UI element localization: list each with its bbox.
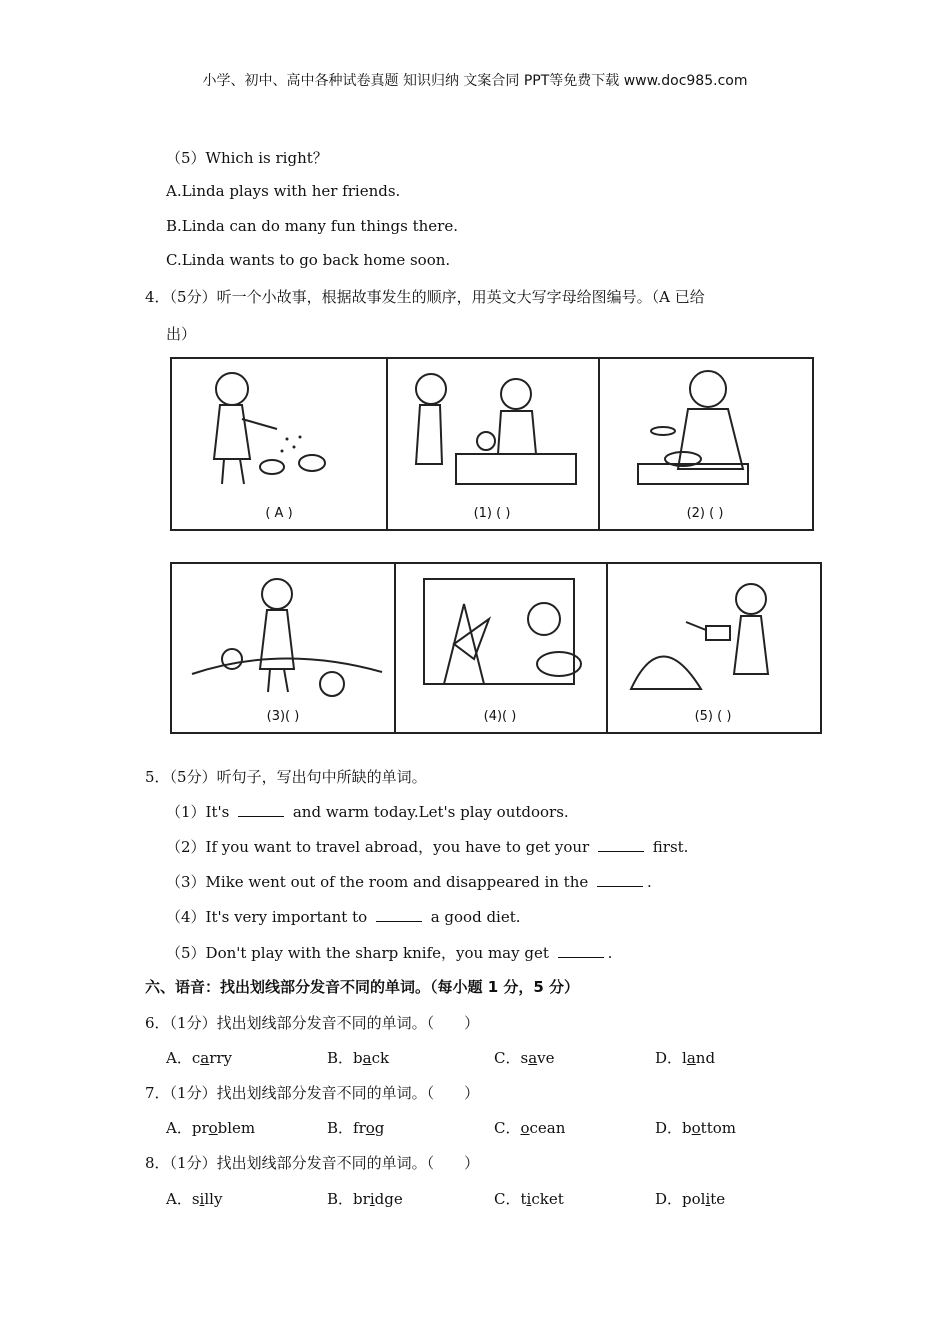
question-stem: （5）Which is right？ xyxy=(166,149,328,167)
q6-option-c: C．save xyxy=(494,1049,555,1067)
woman-feeding-chickens-illustration xyxy=(172,359,386,529)
picture-panel-5 xyxy=(606,564,820,732)
answer-blank[interactable] xyxy=(238,802,284,817)
q7-option-b: B．frog xyxy=(327,1119,385,1137)
picture-panel-3 xyxy=(172,564,396,732)
page-header: 小学、初中、高中各种试卷真题 知识归纳 文案合同 PPT等免费下载 www.doc985.com xyxy=(202,73,748,89)
caption-a: ( A ) xyxy=(265,506,293,521)
q7-option-a: A．problem xyxy=(166,1119,256,1137)
q8-option-b: B．bridge xyxy=(327,1190,403,1208)
answer-blank[interactable] xyxy=(597,872,643,887)
fill-item-3: （3）Mike went out of the room and disappeared in the . xyxy=(166,873,652,891)
woman-painting-illustration xyxy=(394,564,606,732)
section-heading: 六、语音：找出划线部分发音不同的单词。（每小题 1 分，5 分） xyxy=(145,978,580,996)
q6-option-b: B．back xyxy=(327,1049,390,1067)
question-4-stem-cont: 出） xyxy=(166,325,197,343)
q8-option-c: C．ticket xyxy=(494,1190,564,1208)
caption-2: (2) ( ) xyxy=(686,506,724,521)
fill-item-5: （5）Don't play with the sharp knife，you may get . xyxy=(166,944,613,962)
picture-panel-a xyxy=(172,359,388,529)
answer-blank[interactable] xyxy=(598,837,644,852)
caption-1: (1) ( ) xyxy=(473,506,511,521)
option-a: A.Linda plays with her friends. xyxy=(166,182,401,200)
picture-panel-4 xyxy=(394,564,608,732)
fill-item-4: （4）It's very important to a good diet. xyxy=(166,908,521,926)
caption-3: (3)( ) xyxy=(266,709,300,724)
question-6-stem: 6．（1分）找出划线部分发音不同的单词。（ ） xyxy=(145,1014,480,1032)
picture-panel-1 xyxy=(386,359,600,529)
woman-watering-flowers-illustration xyxy=(606,564,820,732)
q8-option-a: A．silly xyxy=(166,1190,223,1208)
woman-buying-at-shop-illustration xyxy=(386,359,598,529)
q7-option-d: D．bottom xyxy=(655,1119,736,1137)
answer-blank[interactable] xyxy=(558,943,604,958)
question-8-stem: 8．（1分）找出划线部分发音不同的单词。（ ） xyxy=(145,1154,480,1172)
q6-option-d: D．land xyxy=(655,1049,716,1067)
fill-item-2: （2）If you want to travel abroad，you have to get your first. xyxy=(166,838,689,856)
answer-blank[interactable] xyxy=(376,907,422,922)
picture-panel-2 xyxy=(598,359,812,529)
q6-option-a: A．carry xyxy=(166,1049,233,1067)
caption-5: (5) ( ) xyxy=(694,709,732,724)
woman-cooking-illustration xyxy=(598,359,812,529)
question-4-stem: 4．（5分）听一个小故事，根据故事发生的顺序，用英文大写字母给图编号。（A 已给 xyxy=(145,288,705,306)
q7-option-c: C．ocean xyxy=(494,1119,566,1137)
question-7-stem: 7．（1分）找出划线部分发音不同的单词。（ ） xyxy=(145,1084,480,1102)
option-c: C.Linda wants to go back home soon. xyxy=(166,251,451,269)
option-b: B.Linda can do many fun things there. xyxy=(166,217,459,235)
caption-4: (4)( ) xyxy=(483,709,517,724)
woman-walking-in-park-illustration xyxy=(172,564,394,732)
picture-strip-top xyxy=(170,357,814,531)
q8-option-d: D．polite xyxy=(655,1190,726,1208)
picture-strip-bottom xyxy=(170,562,822,734)
fill-item-1: （1）It's and warm today.Let's play outdoors. xyxy=(166,803,569,821)
question-5-stem: 5．（5分）听句子，写出句中所缺的单词。 xyxy=(145,768,427,786)
